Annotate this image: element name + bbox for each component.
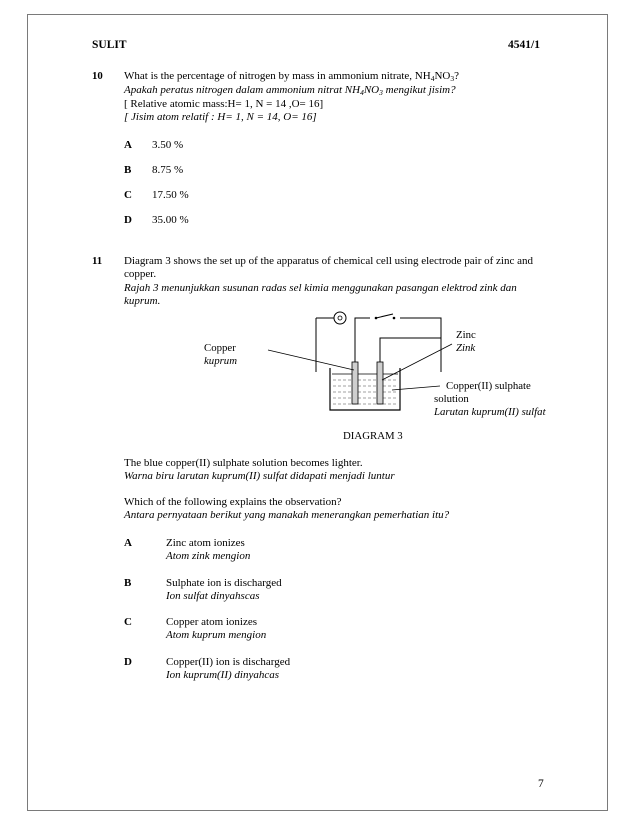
q11-option-a-ms: Atom zink mengion	[166, 550, 251, 562]
q11-option-c-en: Copper atom ionizes	[166, 616, 258, 628]
q11-option-b-en: Sulphate ion is discharged	[166, 577, 282, 589]
q11-observation-ms: Warna biru larutan kuprum(II) sulfat didapati menjadi luntur	[124, 470, 395, 482]
label-solution-en-2: solution	[434, 393, 469, 405]
q10-question-en: What is the percentage of nitrogen by mass in ammonium nitrate, $NH_4NO_3$?	[124, 70, 459, 83]
label-zinc-en: Zinc	[456, 329, 476, 341]
q10-option-a-text: 3.50 %	[152, 139, 184, 151]
label-copper-en: Copper	[204, 342, 236, 354]
q11-option-c-letter: C	[124, 616, 132, 628]
q10-option-c-letter: C	[124, 189, 132, 201]
q11-option-b-ms: Ion sulfat dinyahscas	[166, 590, 260, 602]
solution-pointer-line	[392, 386, 440, 390]
q11-ask-en: Which of the following explains the observation?	[124, 496, 342, 508]
copper-pointer-line	[268, 350, 354, 370]
q11-number: 11	[92, 255, 103, 267]
q11-option-a-letter: A	[124, 537, 132, 549]
header-code: 4541/1	[508, 39, 540, 51]
q11-option-b-letter: B	[124, 577, 132, 589]
q11-option-d-en: Copper(II) ion is discharged	[166, 656, 291, 668]
q11-observation-en: The blue copper(II) sulphate solution becomes lighter.	[124, 457, 363, 469]
q10-option-a-letter: A	[124, 139, 132, 151]
q11-option-c-ms: Atom kuprum mengion	[166, 629, 267, 641]
q10-option-d-letter: D	[124, 214, 132, 226]
q11-intro-ms-line1: Rajah 3 menunjukkan susunan radas sel kimia menggunakan pasangan elektrod zink dan	[124, 282, 517, 294]
label-zinc-ms: Zink	[456, 342, 476, 354]
header-sulit: SULIT	[92, 39, 127, 51]
q10-option-c-text: 17.50 %	[152, 189, 189, 201]
q11-option-a-en: Zinc atom ionizes	[166, 537, 245, 549]
q11-option-d-letter: D	[124, 656, 132, 668]
switch-icon	[370, 314, 400, 322]
page-number: 7	[538, 778, 544, 790]
galvanometer-icon	[334, 312, 346, 324]
q11-intro-en-line2: copper.	[124, 268, 157, 280]
copper-electrode	[352, 318, 358, 404]
q10-jisim-atom-relatif: [ Jisim atom relatif : H= 1, N = 14, O= 16]	[124, 111, 317, 123]
q10-option-b-text: 8.75 %	[152, 164, 184, 176]
q10-option-d-text: 35.00 %	[152, 214, 189, 226]
q11-intro-en-line1: Diagram 3 shows the set up of the apparatus of chemical cell using electrode pair of zinc and	[124, 255, 533, 267]
zinc-electrode	[377, 362, 383, 404]
q11-ask-ms: Antara pernyataan berikut yang manakah menerangkan pemerhatian itu?	[124, 509, 450, 521]
q10-option-b-letter: B	[124, 164, 132, 176]
label-solution-en: Copper(II) sulphate	[446, 380, 531, 392]
diagram-caption: DIAGRAM 3	[343, 430, 403, 442]
label-solution-ms: Larutan kuprum(II) sulfat	[434, 406, 546, 418]
q11-intro-ms-line2: kuprum.	[124, 295, 161, 307]
label-copper-ms: kuprum	[204, 355, 237, 367]
q10-relative-atomic-mass: [ Relative atomic mass:H= 1, N = 14 ,O= 16]	[124, 98, 324, 110]
q10-number: 10	[92, 70, 103, 82]
beaker-icon	[330, 368, 400, 410]
q11-option-d-ms: Ion kuprum(II) dinyahcas	[166, 669, 280, 681]
q10-question-ms: Apakah peratus nitrogen dalam ammonium nitrat $NH_4NO_3$ mengikut jisim?	[124, 84, 456, 97]
